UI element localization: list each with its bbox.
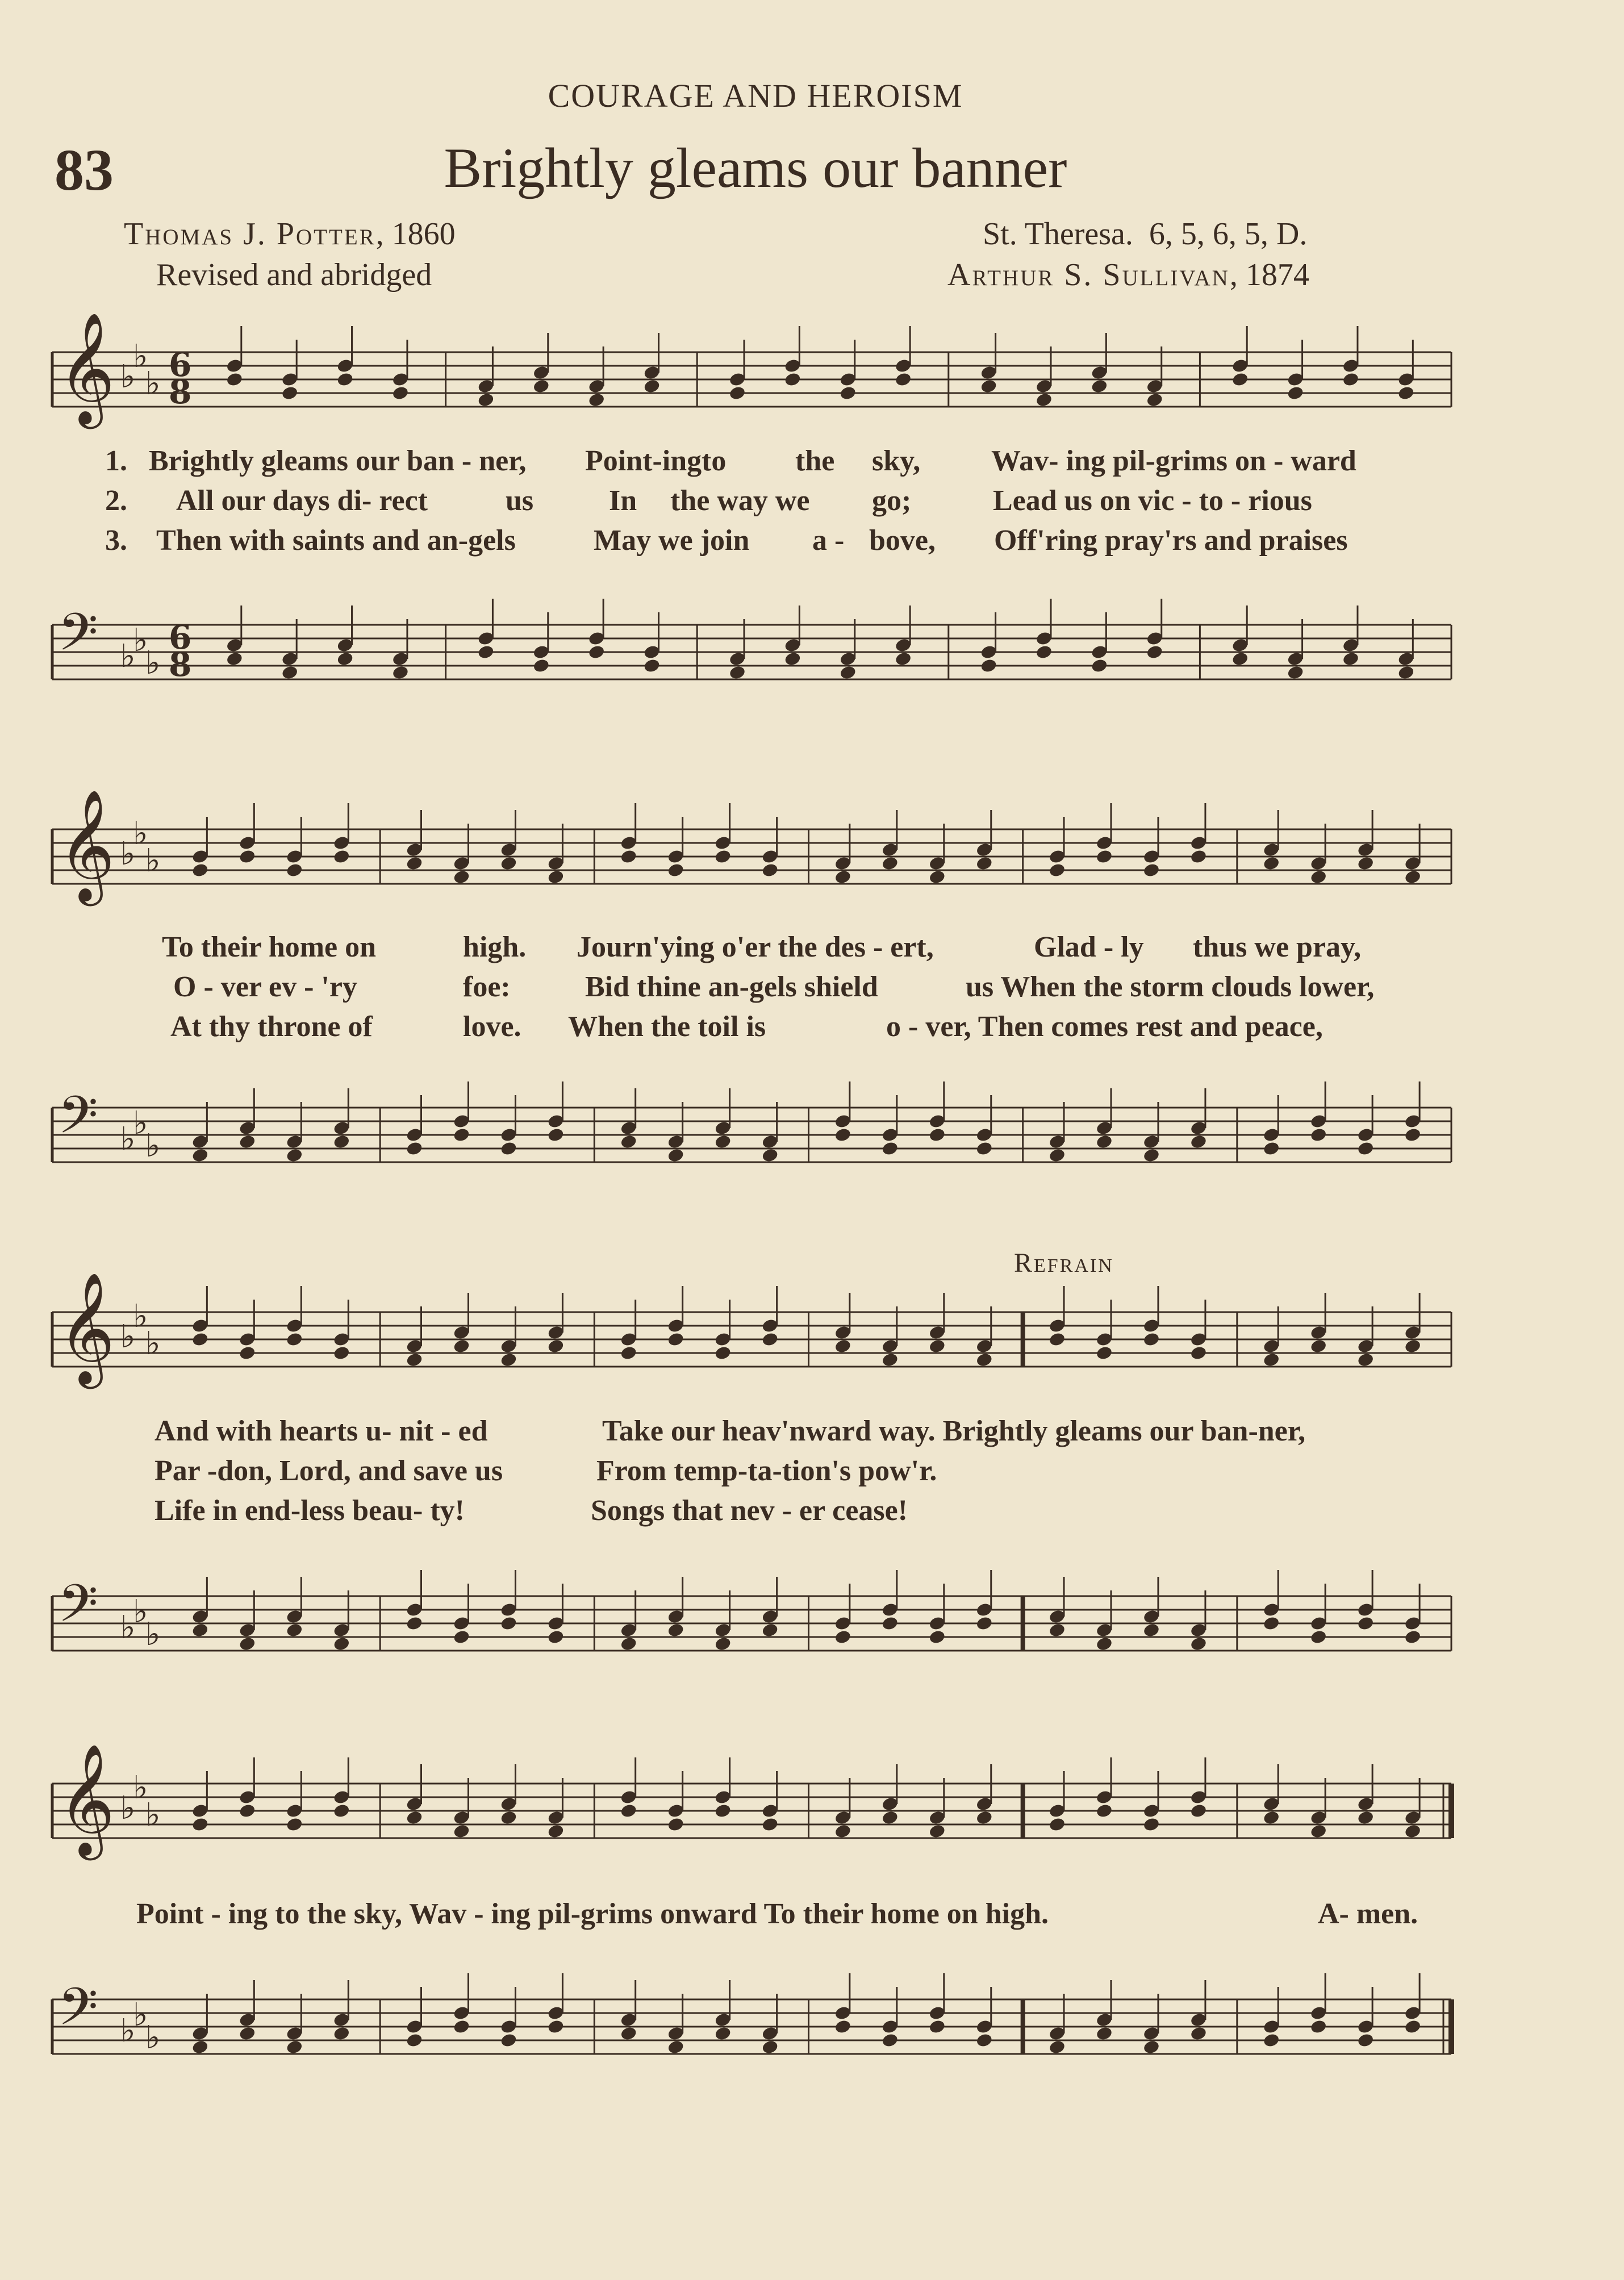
note-head bbox=[1310, 1338, 1327, 1354]
note-head bbox=[881, 2032, 899, 2048]
note-head bbox=[500, 855, 517, 871]
note-head bbox=[834, 1127, 851, 1143]
note-head bbox=[1095, 1345, 1113, 1361]
note-head bbox=[667, 2039, 684, 2055]
lyric-line-1-verse-2: 2. All our days di- rect us In the way we go; Lead us on vic - to - rious bbox=[105, 485, 1312, 517]
note-head bbox=[975, 855, 993, 871]
flat-icon: ♭ bbox=[133, 338, 148, 375]
flat-icon: ♭ bbox=[133, 1593, 148, 1630]
note-head bbox=[761, 1817, 779, 1832]
note-head bbox=[714, 1345, 732, 1361]
time-signature-digit: 8 bbox=[169, 373, 192, 411]
note-head bbox=[714, 1803, 732, 1819]
note-head bbox=[761, 862, 779, 878]
note-head bbox=[643, 378, 661, 394]
flat-icon: ♭ bbox=[145, 2019, 161, 2056]
note-head bbox=[191, 1622, 209, 1638]
note-head bbox=[1310, 869, 1327, 885]
tune-name: St. Theresa. bbox=[983, 216, 1133, 252]
note-head bbox=[547, 1338, 565, 1354]
note-head bbox=[191, 1331, 209, 1347]
note-head bbox=[1095, 2026, 1113, 2041]
note-head bbox=[500, 1141, 517, 1156]
note-head bbox=[620, 1134, 637, 1150]
note-head bbox=[1142, 1331, 1160, 1347]
note-head bbox=[620, 1803, 637, 1819]
treble-staff-4 bbox=[0, 1743, 1624, 1891]
note-head bbox=[834, 2019, 851, 2035]
note-head bbox=[980, 658, 997, 674]
flat-icon: ♭ bbox=[133, 815, 148, 852]
flat-icon: ♭ bbox=[120, 2012, 136, 2049]
bass-clef-icon: 𝄢 bbox=[58, 1085, 98, 1158]
note-head bbox=[226, 651, 243, 667]
note-head bbox=[928, 1823, 946, 1839]
note-head bbox=[1048, 862, 1066, 878]
note-head bbox=[667, 862, 684, 878]
note-head bbox=[588, 392, 606, 408]
hymn-number: 83 bbox=[55, 137, 114, 203]
note-head bbox=[1310, 1823, 1327, 1839]
note-head bbox=[191, 1817, 209, 1832]
note-head bbox=[1342, 371, 1359, 387]
note-head bbox=[1189, 1803, 1207, 1819]
note-head bbox=[1287, 385, 1304, 401]
note-head bbox=[975, 1810, 993, 1826]
note-head bbox=[453, 869, 470, 885]
lyric-line-3-verse-1: And with hearts u- nit - ed Take our heav'nward way. Brightly gleams our ban-ner, bbox=[155, 1415, 1306, 1447]
note-head bbox=[620, 2026, 637, 2041]
note-head bbox=[728, 385, 746, 401]
note-head bbox=[547, 1127, 565, 1143]
bass-clef-icon: 𝄢 bbox=[58, 602, 98, 675]
bass-staff-3 bbox=[0, 1539, 1624, 1704]
note-head bbox=[1310, 1629, 1327, 1645]
note-head bbox=[336, 371, 354, 387]
note-head bbox=[894, 651, 912, 667]
note-head bbox=[1356, 1352, 1374, 1368]
note-head bbox=[1048, 1147, 1066, 1163]
note-head bbox=[928, 1127, 946, 1143]
note-head bbox=[1356, 1810, 1374, 1826]
note-head bbox=[1035, 392, 1053, 408]
note-head bbox=[1404, 1823, 1421, 1839]
note-head bbox=[1189, 1134, 1207, 1150]
note-head bbox=[1035, 644, 1053, 660]
note-head bbox=[500, 1352, 517, 1368]
note-head bbox=[1189, 2026, 1207, 2041]
note-head bbox=[667, 1147, 684, 1163]
note-head bbox=[1310, 2019, 1327, 2035]
bass-staff-2 bbox=[0, 1051, 1624, 1210]
note-head bbox=[1310, 1127, 1327, 1143]
note-head bbox=[1142, 1622, 1160, 1638]
note-head bbox=[714, 2026, 732, 2041]
note-head bbox=[834, 1629, 851, 1645]
note-head bbox=[281, 665, 299, 680]
note-head bbox=[333, 1134, 350, 1150]
note-head bbox=[761, 1147, 779, 1163]
treble-clef-icon: 𝄞 bbox=[58, 1272, 115, 1384]
author-name: Thomas J. Potter bbox=[124, 216, 376, 252]
note-head bbox=[406, 2032, 423, 2048]
note-head bbox=[928, 869, 946, 885]
note-head bbox=[239, 2026, 256, 2041]
note-head bbox=[881, 1352, 899, 1368]
lyric-line-4: Point - ing to the sky, Wav - ing pil-grims onward To their home on high. A- men. bbox=[136, 1898, 1418, 1930]
note-head bbox=[547, 2019, 565, 2035]
note-head bbox=[406, 1810, 423, 1826]
note-head bbox=[1142, 2039, 1160, 2055]
note-head bbox=[620, 1345, 637, 1361]
note-head bbox=[453, 1629, 470, 1645]
note-head bbox=[1263, 1810, 1280, 1826]
note-head bbox=[980, 378, 997, 394]
note-head bbox=[226, 371, 243, 387]
note-head bbox=[1048, 1331, 1066, 1347]
bass-staff-4 bbox=[0, 1943, 1624, 2113]
note-head bbox=[928, 1338, 946, 1354]
tune-meter: 6, 5, 6, 5, D. bbox=[1149, 216, 1308, 252]
note-head bbox=[881, 1141, 899, 1156]
note-head bbox=[500, 2032, 517, 2048]
note-head bbox=[547, 1629, 565, 1645]
note-head bbox=[453, 1823, 470, 1839]
flat-icon: ♭ bbox=[145, 645, 161, 682]
note-head bbox=[1356, 1615, 1374, 1631]
note-head bbox=[1091, 378, 1108, 394]
note-head bbox=[1356, 1141, 1374, 1156]
note-head bbox=[1397, 385, 1415, 401]
note-head bbox=[286, 1331, 303, 1347]
flat-icon: ♭ bbox=[120, 638, 136, 675]
note-head bbox=[1404, 1127, 1421, 1143]
note-head bbox=[1404, 2019, 1421, 2035]
treble-staff-2 bbox=[0, 789, 1624, 932]
note-head bbox=[1142, 862, 1160, 878]
note-head bbox=[834, 1823, 851, 1839]
note-head bbox=[714, 849, 732, 865]
note-head bbox=[191, 862, 209, 878]
flat-icon: ♭ bbox=[120, 1318, 136, 1355]
treble-staff-3 bbox=[0, 1272, 1624, 1409]
note-head bbox=[643, 658, 661, 674]
note-head bbox=[975, 1141, 993, 1156]
treble-staff-1 bbox=[0, 312, 1624, 443]
author-note: Revised and abridged bbox=[156, 257, 432, 293]
lyric-line-1-verse-1: 1. Brightly gleams our ban - ner, Point-ing to the sky, Wav- ing pil-grims on - ward bbox=[105, 445, 1356, 477]
flat-icon: ♭ bbox=[120, 1790, 136, 1827]
note-head bbox=[928, 1629, 946, 1645]
note-head bbox=[1263, 1141, 1280, 1156]
flat-icon: ♭ bbox=[145, 842, 161, 879]
flat-icon: ♭ bbox=[120, 836, 136, 872]
note-head bbox=[336, 651, 354, 667]
lyric-line-2-verse-1: To their home on high. Journ'ying o'er the des - ert, Glad - ly thus we pray, bbox=[162, 931, 1362, 963]
note-head bbox=[239, 1134, 256, 1150]
note-head bbox=[1095, 1636, 1113, 1652]
flat-icon: ♭ bbox=[145, 1616, 161, 1653]
note-head bbox=[1263, 1615, 1280, 1631]
bass-clef-icon: 𝄢 bbox=[58, 1977, 98, 2049]
note-head bbox=[839, 665, 857, 680]
note-head bbox=[1095, 1803, 1113, 1819]
note-head bbox=[286, 862, 303, 878]
note-head bbox=[1146, 644, 1163, 660]
note-head bbox=[881, 1810, 899, 1826]
note-head bbox=[239, 849, 256, 865]
note-head bbox=[500, 1615, 517, 1631]
author-year: , 1860 bbox=[375, 216, 456, 252]
note-head bbox=[333, 1636, 350, 1652]
note-head bbox=[1142, 1147, 1160, 1163]
note-head bbox=[1048, 1622, 1066, 1638]
note-head bbox=[620, 1636, 637, 1652]
note-head bbox=[391, 665, 409, 680]
note-head bbox=[975, 2032, 993, 2048]
note-head bbox=[1356, 855, 1374, 871]
note-head bbox=[406, 1352, 423, 1368]
note-head bbox=[881, 855, 899, 871]
composer-credit bbox=[947, 257, 1309, 293]
note-head bbox=[620, 849, 637, 865]
note-head bbox=[191, 2039, 209, 2055]
note-head bbox=[1356, 2032, 1374, 2048]
note-head bbox=[406, 855, 423, 871]
note-head bbox=[928, 2019, 946, 2035]
note-head bbox=[191, 1147, 209, 1163]
refrain-label: Refrain bbox=[1014, 1248, 1114, 1278]
note-head bbox=[1095, 849, 1113, 865]
note-head bbox=[391, 385, 409, 401]
note-head bbox=[1048, 2039, 1066, 2055]
author-credit bbox=[124, 216, 456, 252]
note-head bbox=[239, 1803, 256, 1819]
note-head bbox=[1263, 2032, 1280, 2048]
flat-icon: ♭ bbox=[133, 1997, 148, 2033]
flat-icon: ♭ bbox=[133, 1769, 148, 1806]
lyric-line-2-verse-2: O - ver ev - 'ry foe: Bid thine an-gels shield us When the storm clouds lower, bbox=[173, 971, 1375, 1003]
note-head bbox=[714, 1134, 732, 1150]
note-head bbox=[286, 1147, 303, 1163]
note-head bbox=[477, 392, 495, 408]
flat-icon: ♭ bbox=[133, 1105, 148, 1142]
note-head bbox=[547, 869, 565, 885]
flat-icon: ♭ bbox=[145, 1797, 161, 1834]
note-head bbox=[975, 1352, 993, 1368]
flat-icon: ♭ bbox=[120, 1609, 136, 1646]
note-head bbox=[1404, 1629, 1421, 1645]
note-head bbox=[667, 1331, 684, 1347]
flat-icon: ♭ bbox=[120, 358, 136, 395]
tune-credit bbox=[983, 216, 1307, 252]
flat-icon: ♭ bbox=[133, 622, 148, 659]
note-head bbox=[1404, 869, 1421, 885]
note-head bbox=[1231, 651, 1249, 667]
note-head bbox=[1263, 1352, 1280, 1368]
note-head bbox=[281, 385, 299, 401]
note-head bbox=[286, 2039, 303, 2055]
flat-icon: ♭ bbox=[145, 365, 161, 402]
treble-clef-icon: 𝄞 bbox=[58, 789, 115, 901]
note-head bbox=[761, 2039, 779, 2055]
composer-name: Arthur S. Sullivan bbox=[947, 257, 1230, 293]
note-head bbox=[406, 1615, 423, 1631]
note-head bbox=[761, 1622, 779, 1638]
note-head bbox=[547, 1823, 565, 1839]
note-head bbox=[784, 371, 801, 387]
note-head bbox=[834, 1338, 851, 1354]
note-head bbox=[1189, 1345, 1207, 1361]
note-head bbox=[1231, 371, 1249, 387]
note-head bbox=[894, 371, 912, 387]
treble-clef-icon: 𝄞 bbox=[58, 312, 115, 424]
bass-clef-icon: 𝄢 bbox=[58, 1573, 98, 1646]
note-head bbox=[1404, 1338, 1421, 1354]
note-head bbox=[834, 869, 851, 885]
note-head bbox=[667, 1817, 684, 1832]
note-head bbox=[333, 2026, 350, 2041]
lyric-line-3-verse-3: Life in end-less beau- ty! Songs that nev - er cease! bbox=[155, 1494, 908, 1527]
note-head bbox=[1091, 658, 1108, 674]
note-head bbox=[1095, 1134, 1113, 1150]
note-head bbox=[667, 1622, 684, 1638]
note-head bbox=[588, 644, 606, 660]
note-head bbox=[453, 1338, 470, 1354]
note-head bbox=[532, 378, 550, 394]
time-signature-digit: 6 bbox=[169, 345, 192, 384]
note-head bbox=[761, 1331, 779, 1347]
note-head bbox=[333, 1345, 350, 1361]
note-head bbox=[532, 658, 550, 674]
note-head bbox=[333, 849, 350, 865]
note-head bbox=[1142, 1817, 1160, 1832]
note-head bbox=[1189, 1636, 1207, 1652]
bass-staff-1 bbox=[0, 568, 1624, 716]
note-head bbox=[1342, 651, 1359, 667]
note-head bbox=[453, 2019, 470, 2035]
note-head bbox=[881, 1615, 899, 1631]
note-head bbox=[477, 644, 495, 660]
note-head bbox=[728, 665, 746, 680]
time-signature-digit: 6 bbox=[169, 618, 192, 657]
note-head bbox=[286, 1622, 303, 1638]
lyric-line-3-verse-2: Par -don, Lord, and save us From temp-ta-tion's pow'r. bbox=[155, 1455, 937, 1487]
note-head bbox=[500, 1810, 517, 1826]
note-head bbox=[239, 1345, 256, 1361]
note-head bbox=[453, 1127, 470, 1143]
flat-icon: ♭ bbox=[145, 1128, 161, 1164]
time-signature-digit: 8 bbox=[169, 645, 192, 684]
lyric-line-1-verse-3: 3. Then with saints and an-gels May we join a - bove, Off'ring pray'rs and praises bbox=[105, 524, 1348, 557]
flat-icon: ♭ bbox=[133, 1298, 148, 1335]
note-head bbox=[784, 651, 801, 667]
note-head bbox=[286, 1817, 303, 1832]
note-head bbox=[839, 385, 857, 401]
note-head bbox=[1397, 665, 1415, 680]
lyric-line-2-verse-3: At thy throne of love. When the toil is o - ver, Then comes rest and peace, bbox=[170, 1010, 1323, 1043]
note-head bbox=[333, 1803, 350, 1819]
note-head bbox=[1263, 855, 1280, 871]
note-head bbox=[975, 1615, 993, 1631]
note-head bbox=[1189, 849, 1207, 865]
note-head bbox=[1048, 1817, 1066, 1832]
note-head bbox=[406, 1141, 423, 1156]
hymn-title: Brightly gleams our banner bbox=[444, 136, 1067, 199]
flat-icon: ♭ bbox=[145, 1325, 161, 1362]
note-head bbox=[1287, 665, 1304, 680]
flat-icon: ♭ bbox=[120, 1121, 136, 1158]
note-head bbox=[239, 1636, 256, 1652]
section-title: COURAGE AND HEROISM bbox=[548, 77, 963, 114]
note-head bbox=[1146, 392, 1163, 408]
treble-clef-icon: 𝄞 bbox=[58, 1743, 115, 1856]
note-head bbox=[714, 1636, 732, 1652]
composer-year: , 1874 bbox=[1229, 257, 1309, 293]
